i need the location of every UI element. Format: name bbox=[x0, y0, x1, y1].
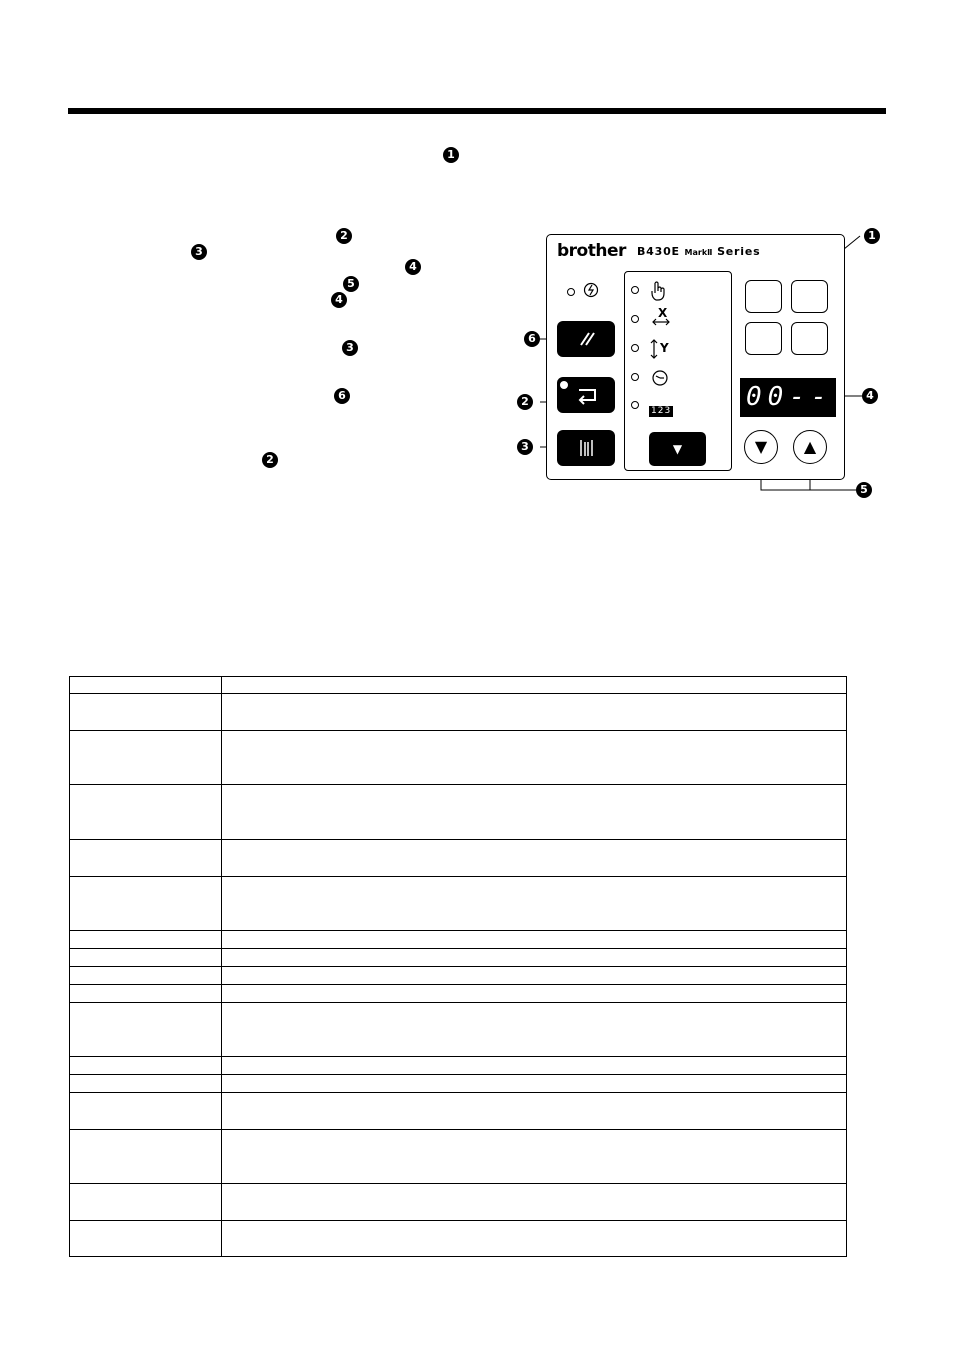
table-row bbox=[70, 840, 847, 877]
table-cell-description bbox=[222, 1093, 847, 1130]
ref-badge-1: 1 bbox=[443, 147, 459, 163]
triangle-up-icon: ▲ bbox=[803, 437, 817, 456]
triangle-down-icon: ▼ bbox=[754, 437, 768, 456]
ref-badge-4: 4 bbox=[405, 259, 421, 275]
table-row bbox=[70, 694, 847, 731]
table-row bbox=[70, 785, 847, 840]
model-mark: MarkⅡ bbox=[684, 248, 713, 257]
thread-icon bbox=[557, 430, 615, 466]
mode-row-y bbox=[631, 338, 726, 358]
triangle-down-icon: ▼ bbox=[672, 442, 683, 456]
callout-badge-2: 2 bbox=[517, 394, 533, 410]
down-key[interactable] bbox=[744, 430, 778, 464]
digital-display: 00-- bbox=[740, 378, 836, 417]
mode-row-sequence bbox=[631, 395, 726, 415]
table-cell-label bbox=[70, 1003, 222, 1057]
table-cell-label bbox=[70, 1075, 222, 1093]
x-label: X bbox=[658, 306, 668, 320]
table-cell-label bbox=[70, 1184, 222, 1221]
table-cell-description bbox=[222, 840, 847, 877]
table-cell-description bbox=[222, 985, 847, 1003]
table-body bbox=[70, 677, 847, 1257]
y-label: Y bbox=[660, 341, 669, 355]
table-row bbox=[70, 877, 847, 931]
table-row bbox=[70, 1057, 847, 1075]
table-cell-label bbox=[70, 1130, 222, 1184]
program-key-1[interactable] bbox=[745, 280, 782, 313]
return-key[interactable] bbox=[557, 377, 615, 413]
x-led bbox=[631, 315, 639, 323]
manual-led bbox=[631, 286, 639, 294]
table-cell-label bbox=[70, 677, 222, 694]
table-row bbox=[70, 1184, 847, 1221]
table-cell-description bbox=[222, 1130, 847, 1184]
x-arrow-icon bbox=[649, 317, 673, 327]
table-cell-label bbox=[70, 785, 222, 840]
sequence-led bbox=[631, 401, 639, 409]
table-cell-label bbox=[70, 694, 222, 731]
mode-row-manual bbox=[631, 280, 726, 300]
model-series: Series bbox=[717, 245, 761, 258]
table-cell-description bbox=[222, 1003, 847, 1057]
table-cell-label bbox=[70, 1057, 222, 1075]
select-down-key[interactable] bbox=[649, 432, 706, 466]
table-row bbox=[70, 731, 847, 785]
table-cell-description bbox=[222, 1057, 847, 1075]
operation-panel bbox=[546, 234, 845, 480]
ref-badge-3: 3 bbox=[191, 244, 207, 260]
table-cell-description bbox=[222, 949, 847, 967]
table-row bbox=[70, 931, 847, 949]
ref-badge-2b: 2 bbox=[262, 452, 278, 468]
model-name bbox=[637, 245, 760, 258]
brand-logo: brother bbox=[557, 241, 626, 261]
up-key[interactable] bbox=[793, 430, 827, 464]
callout-badge-1: 1 bbox=[864, 228, 880, 244]
mode-selection-frame bbox=[624, 271, 732, 471]
sequence-label: 123 bbox=[651, 406, 672, 416]
table-row bbox=[70, 949, 847, 967]
table-cell-description bbox=[222, 1075, 847, 1093]
table-cell-label bbox=[70, 1221, 222, 1257]
specification-table bbox=[69, 676, 847, 1257]
table-cell-description bbox=[222, 731, 847, 785]
ref-badge-2: 2 bbox=[336, 228, 352, 244]
program-key-4[interactable] bbox=[791, 322, 828, 355]
table-row bbox=[70, 1075, 847, 1093]
mode-row-timer bbox=[631, 367, 726, 387]
program-key-2[interactable] bbox=[791, 280, 828, 313]
table-cell-label bbox=[70, 1093, 222, 1130]
table-cell-label bbox=[70, 949, 222, 967]
table-cell-label bbox=[70, 840, 222, 877]
table-cell-label bbox=[70, 931, 222, 949]
callout-badge-3: 3 bbox=[517, 439, 533, 455]
callout-badge-6: 6 bbox=[524, 331, 540, 347]
table-row bbox=[70, 1221, 847, 1257]
callout-badge-4: 4 bbox=[862, 388, 878, 404]
thread-key[interactable] bbox=[557, 430, 615, 466]
table-cell-description bbox=[222, 1184, 847, 1221]
table-row bbox=[70, 1093, 847, 1130]
y-led bbox=[631, 344, 639, 352]
table-row bbox=[70, 677, 847, 694]
ref-badge-4b: 4 bbox=[331, 292, 347, 308]
sequence-icon bbox=[649, 399, 673, 419]
table-cell-description bbox=[222, 877, 847, 931]
program-key-3[interactable] bbox=[745, 322, 782, 355]
table-row bbox=[70, 985, 847, 1003]
clock-icon bbox=[649, 367, 671, 389]
ref-badge-3b: 3 bbox=[342, 340, 358, 356]
mode-row-x bbox=[631, 306, 726, 329]
table-row bbox=[70, 1130, 847, 1184]
callout-badge-5: 5 bbox=[856, 482, 872, 498]
table-cell-label bbox=[70, 967, 222, 985]
table-cell-description bbox=[222, 694, 847, 731]
y-arrow-icon bbox=[649, 338, 659, 360]
table-row bbox=[70, 1003, 847, 1057]
table-row bbox=[70, 967, 847, 985]
table-cell-description bbox=[222, 1221, 847, 1257]
table-cell-description bbox=[222, 931, 847, 949]
timer-led bbox=[631, 373, 639, 381]
ref-badge-5: 5 bbox=[343, 276, 359, 292]
power-led bbox=[567, 288, 575, 296]
table-cell-label bbox=[70, 877, 222, 931]
ref-badge-6: 6 bbox=[334, 388, 350, 404]
table-cell-label bbox=[70, 731, 222, 785]
table-cell-description bbox=[222, 785, 847, 840]
table-cell-description bbox=[222, 677, 847, 694]
return-key-led bbox=[560, 381, 568, 389]
reset-key[interactable] bbox=[557, 321, 615, 357]
table-cell-label bbox=[70, 985, 222, 1003]
table-cell-description bbox=[222, 967, 847, 985]
reset-icon bbox=[557, 321, 615, 357]
hand-pointer-icon bbox=[649, 280, 673, 302]
power-icon bbox=[583, 282, 599, 298]
model-code: B430E bbox=[637, 245, 680, 258]
